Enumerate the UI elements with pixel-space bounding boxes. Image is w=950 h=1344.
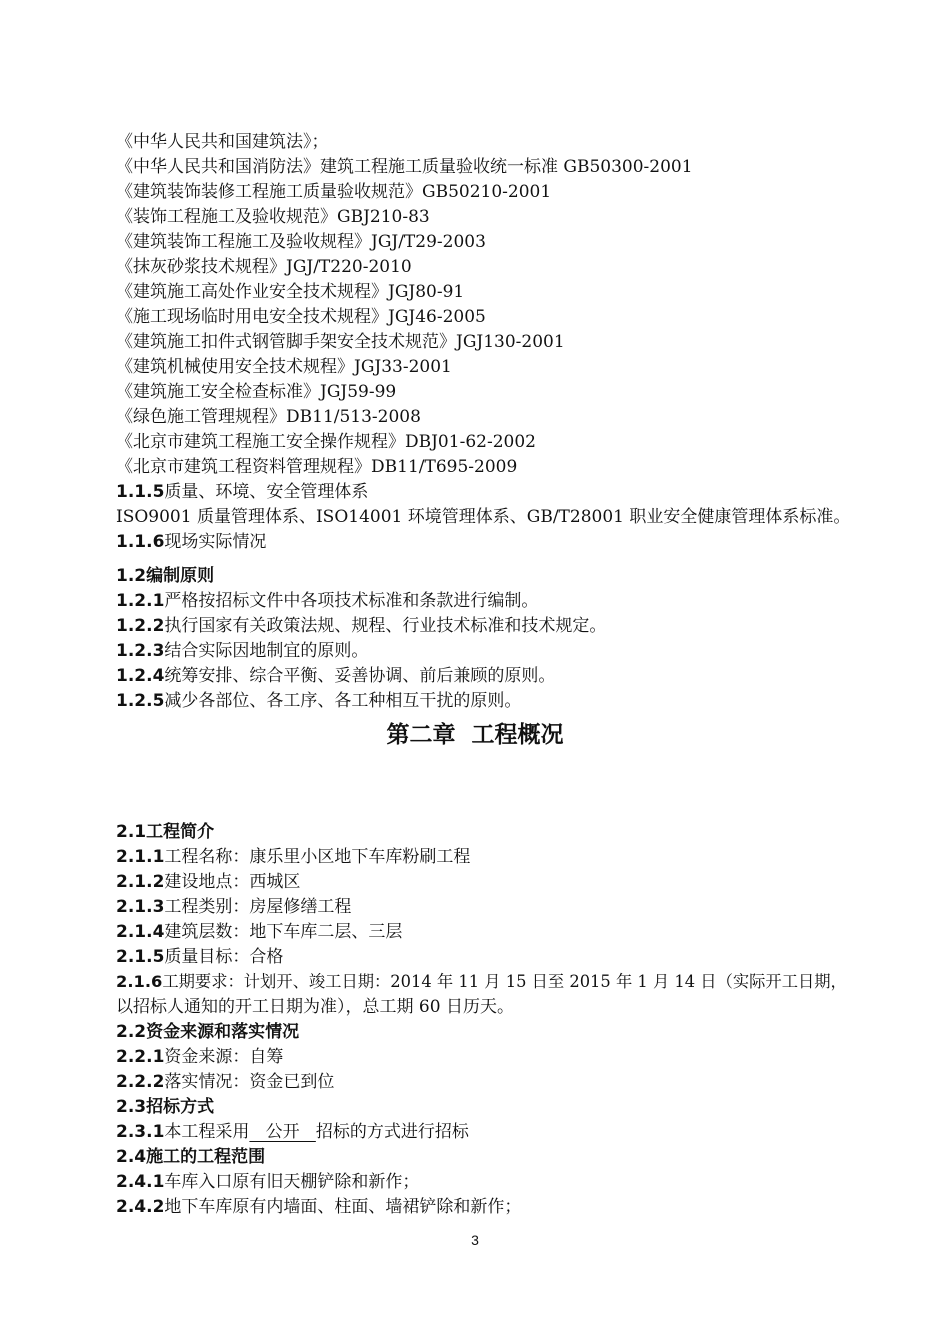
- item-text: 统筹安排、综合平衡、妥善协调、前后兼顾的原则。: [164, 666, 556, 686]
- section-1-2-heading: [116, 564, 214, 588]
- chapter-title: 第二章 工程概况: [386, 722, 564, 748]
- section-number: 2.3: [116, 1097, 147, 1117]
- item-number: 1.2.2: [116, 616, 165, 636]
- item-text: 车库入口原有旧天棚铲除和新作；: [164, 1172, 420, 1192]
- item-number: 2.2.1: [116, 1047, 165, 1067]
- item-number: 2.3.1: [116, 1122, 165, 1142]
- section-text: 现场实际情况: [164, 532, 267, 552]
- item-number: 1.2.3: [116, 641, 165, 661]
- management-systems-text: ISO9001 质量管理体系、ISO14001 环境管理体系、GB/T28001 职业安全健康管理体系标准。: [116, 507, 851, 527]
- section-number: 1.1.6: [116, 532, 165, 552]
- section-text: 施工的工程范围: [146, 1147, 266, 1167]
- reference-item: 《中华人民共和国建筑法》；: [116, 132, 329, 152]
- bidding-method-fill: 公开: [249, 1122, 316, 1142]
- item-number: 2.1.4: [116, 922, 165, 942]
- project-item: [116, 870, 300, 894]
- scope-item: [116, 1195, 521, 1219]
- item-suffix: 招标的方式进行招标: [315, 1122, 469, 1142]
- reference-item: 《绿色施工管理规程》DB11/513-2008: [116, 407, 421, 427]
- project-item: [116, 845, 470, 869]
- section-2-3-heading: [116, 1095, 214, 1119]
- item-text: 工期要求：计划开、竣工日期：2014 年 11 月 15 日至 2015 年 1 月 14 日（实际开工日期，: [162, 972, 847, 991]
- schedule-continuation: 以招标人通知的开工日期为准），总工期 60 日历天。: [116, 997, 514, 1017]
- section-number: 2.1: [116, 822, 147, 842]
- item-number: 1.2.5: [116, 691, 165, 711]
- section-number: 2.2: [116, 1022, 147, 1042]
- item-text: 工程类别：房屋修缮工程: [164, 897, 352, 917]
- principle-item: [116, 589, 538, 613]
- bidding-method-item: [116, 1120, 469, 1144]
- item-number: 1.2.4: [116, 666, 165, 686]
- item-text: 减少各部位、各工序、各工种相互干扰的原则。: [164, 691, 522, 711]
- item-text: 落实情况：资金已到位: [164, 1072, 335, 1092]
- reference-item: 《建筑施工扣件式钢管脚手架安全技术规范》JGJ130-2001: [116, 332, 565, 352]
- principle-item: [116, 689, 521, 713]
- reference-item: 《北京市建筑工程施工安全操作规程》DBJ01-62-2002: [116, 432, 536, 452]
- reference-item: 《北京市建筑工程资料管理规程》DB11/T695-2009: [116, 457, 518, 477]
- reference-item: 《中华人民共和国消防法》建筑工程施工质量验收统一标准 GB50300-2001: [116, 157, 693, 177]
- section-number: 1.1.5: [116, 482, 165, 502]
- reference-item: 《建筑装饰装修工程施工质量验收规范》GB50210-2001: [116, 182, 552, 202]
- section-number: 1.2: [116, 566, 147, 586]
- item-text: 建筑层数：地下车库二层、三层: [164, 922, 403, 942]
- project-item: [116, 970, 847, 994]
- section-2-4-heading: [116, 1145, 265, 1169]
- item-text: 工程名称：康乐里小区地下车库粉刷工程: [164, 847, 471, 867]
- reference-item: 《施工现场临时用电安全技术规程》JGJ46-2005: [116, 307, 486, 327]
- reference-item: 《建筑机械使用安全技术规程》JGJ33-2001: [116, 357, 452, 377]
- item-text: 建设地点：西城区: [164, 872, 301, 892]
- item-text: 资金来源：自筹: [164, 1047, 284, 1067]
- section-1-1-6-heading: [116, 530, 266, 554]
- page-number: 3: [471, 1232, 479, 1248]
- item-text: 质量目标：合格: [164, 947, 284, 967]
- item-number: 2.1.2: [116, 872, 165, 892]
- item-number: 2.1.3: [116, 897, 165, 917]
- reference-item: 《建筑施工高处作业安全技术规程》JGJ80-91: [116, 282, 465, 302]
- section-text: 招标方式: [146, 1097, 215, 1117]
- funds-item: [116, 1045, 283, 1069]
- funds-item: [116, 1070, 334, 1094]
- item-number: 2.1.5: [116, 947, 165, 967]
- section-text: 资金来源和落实情况: [146, 1022, 300, 1042]
- section-text: 质量、环境、安全管理体系: [164, 482, 369, 502]
- item-prefix: 本工程采用: [164, 1122, 250, 1142]
- section-2-1-heading: [116, 820, 214, 844]
- item-text: 执行国家有关政策法规、规程、行业技术标准和技术规定。: [164, 616, 607, 636]
- project-item: [116, 920, 402, 944]
- item-number: 2.1.6: [116, 972, 163, 991]
- section-1-1-5-heading: [116, 480, 368, 504]
- principle-item: [116, 614, 606, 638]
- item-number: 2.2.2: [116, 1072, 165, 1092]
- principle-item: [116, 664, 555, 688]
- item-number: 2.4.1: [116, 1172, 165, 1192]
- reference-item: 《建筑施工安全检查标准》JGJ59-99: [116, 382, 397, 402]
- item-text: 结合实际因地制宜的原则。: [164, 641, 369, 661]
- reference-item: 《装饰工程施工及验收规范》GBJ210-83: [116, 207, 430, 227]
- principle-item: [116, 639, 368, 663]
- section-text: 编制原则: [146, 566, 215, 586]
- item-text: 地下车库原有内墙面、柱面、墙裙铲除和新作；: [164, 1197, 522, 1217]
- reference-item: 《建筑装饰工程施工及验收规程》JGJ/T29-2003: [116, 232, 486, 252]
- project-item: [116, 945, 283, 969]
- scope-item: [116, 1170, 419, 1194]
- item-number: 1.2.1: [116, 591, 165, 611]
- section-2-2-heading: [116, 1020, 299, 1044]
- item-number: 2.4.2: [116, 1197, 165, 1217]
- section-text: 工程简介: [146, 822, 215, 842]
- item-text: 严格按招标文件中各项技术标准和条款进行编制。: [164, 591, 539, 611]
- item-number: 2.1.1: [116, 847, 165, 867]
- project-item: [116, 895, 351, 919]
- reference-item: 《抹灰砂浆技术规程》JGJ/T220-2010: [116, 257, 412, 277]
- section-number: 2.4: [116, 1147, 147, 1167]
